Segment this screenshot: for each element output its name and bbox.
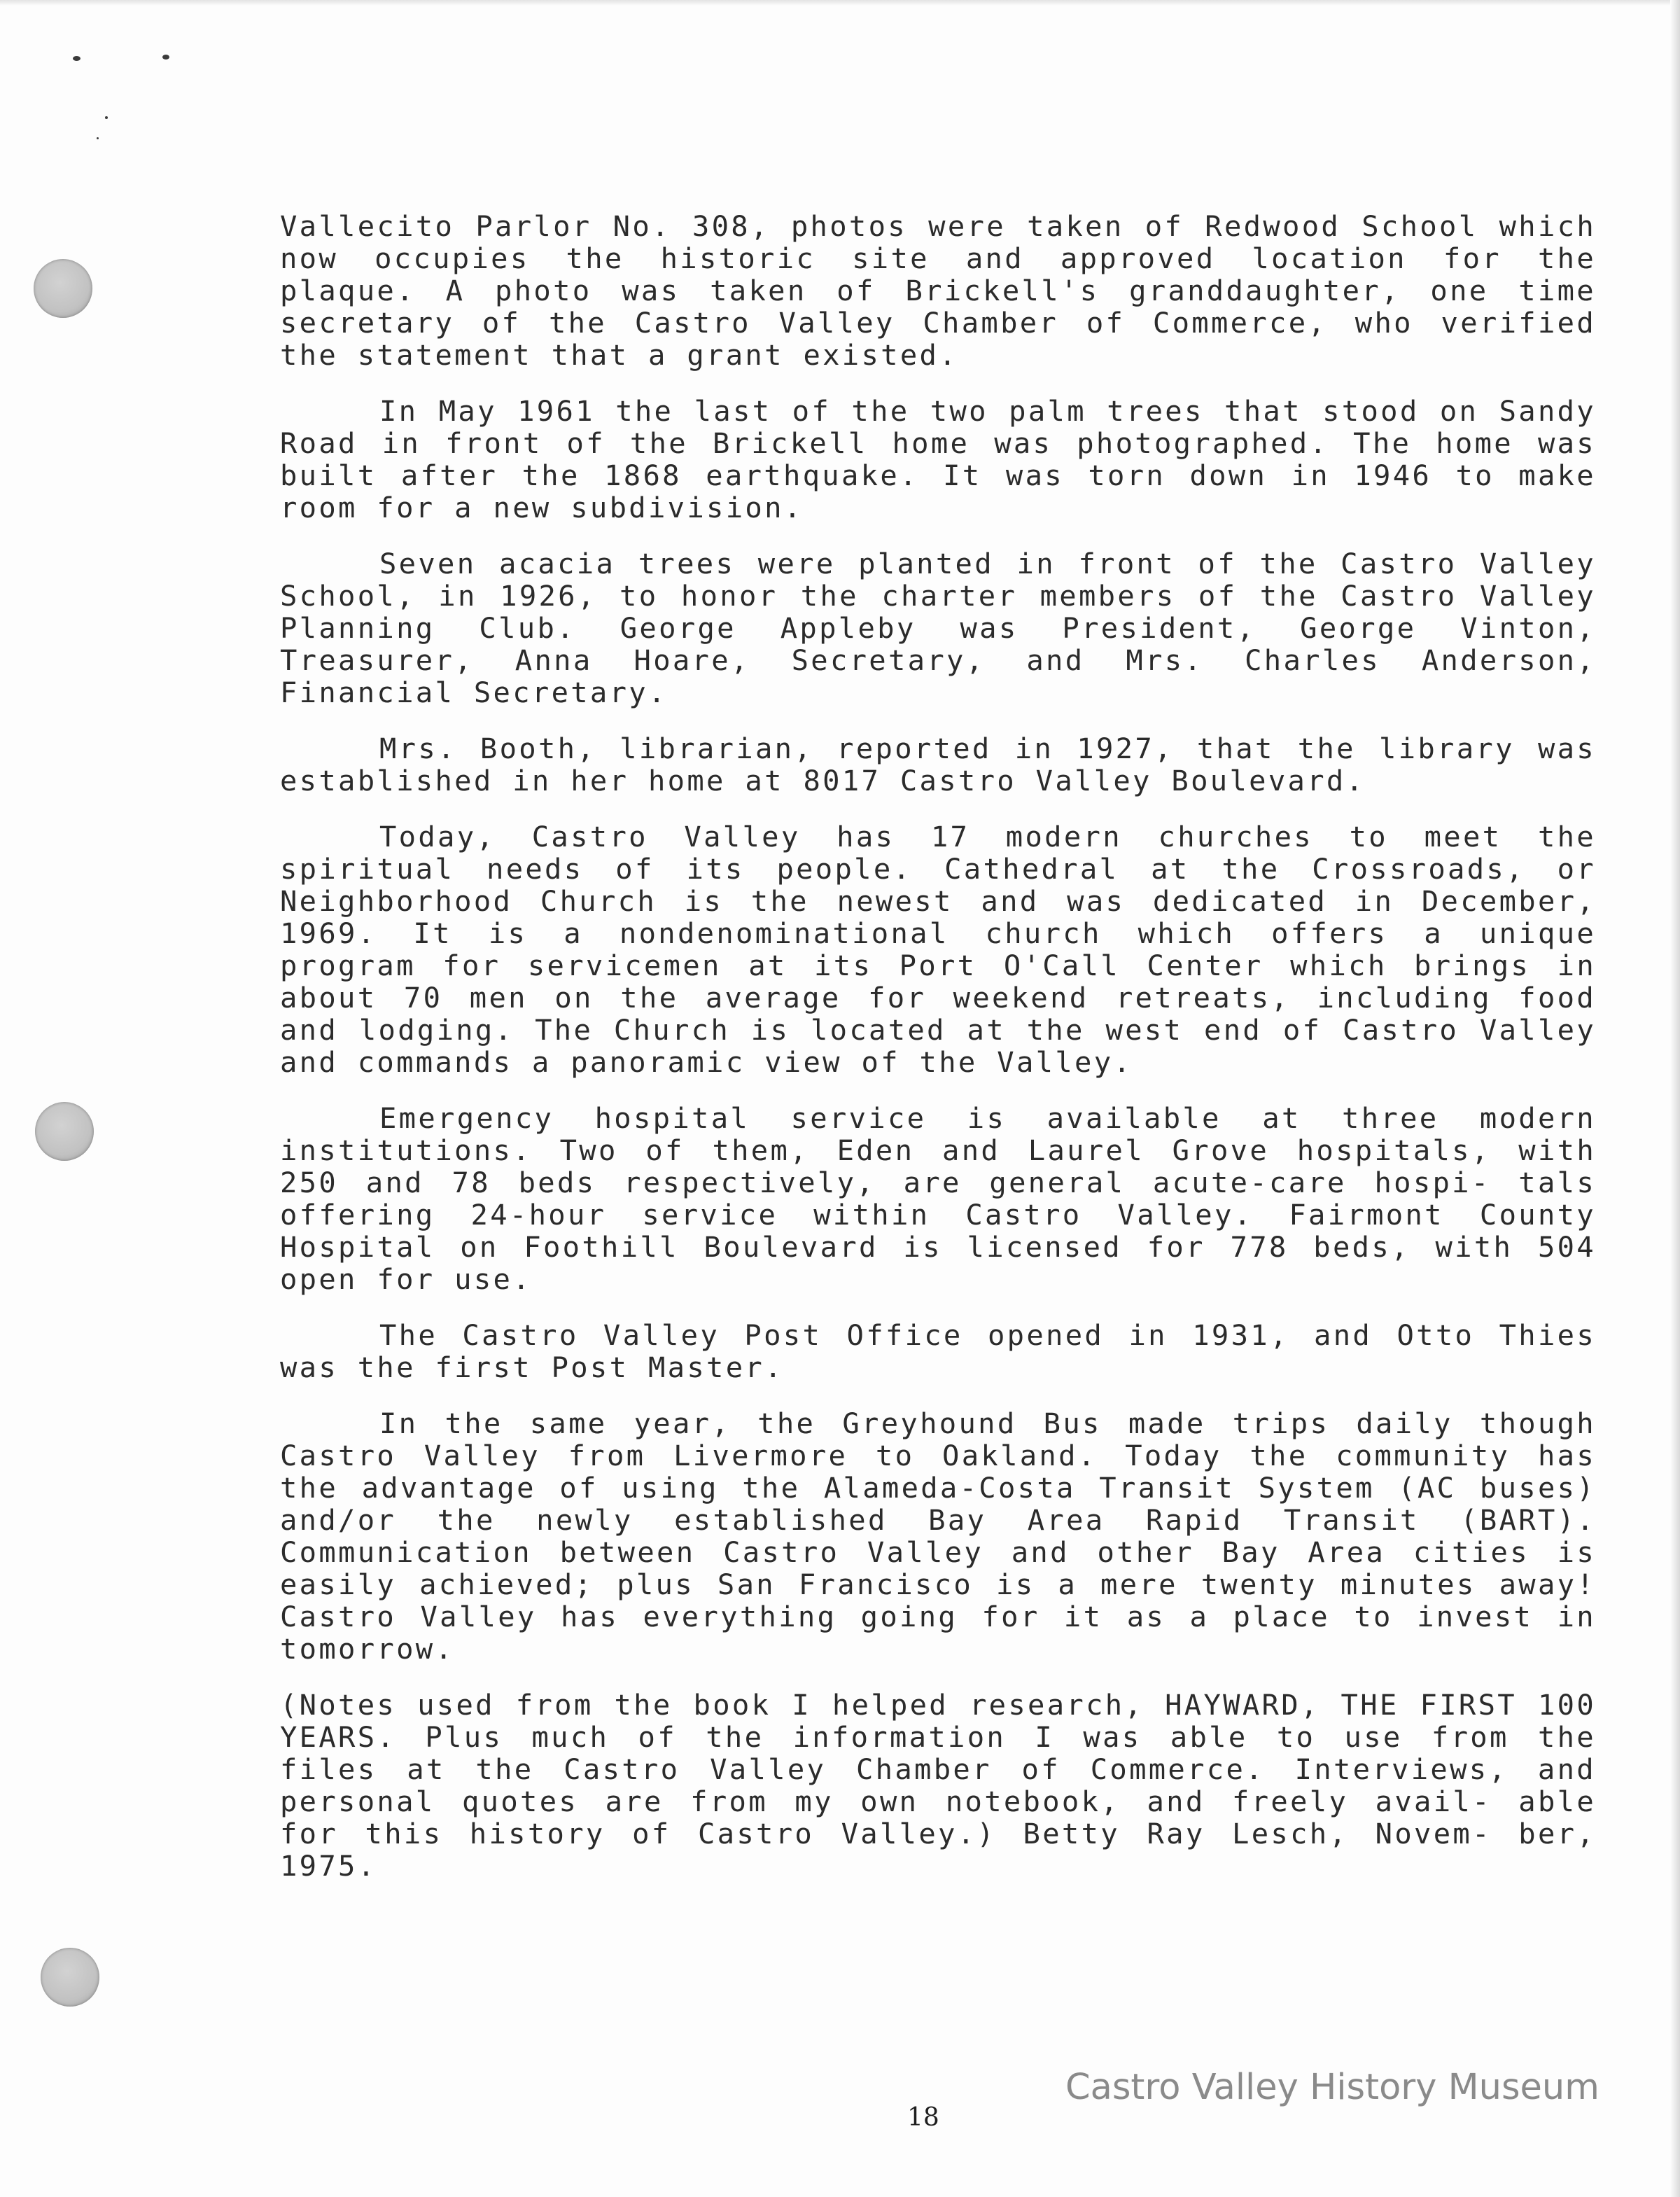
scan-speck xyxy=(162,55,169,60)
scan-top-shadow xyxy=(0,0,1680,6)
scan-edge-shadow xyxy=(1670,0,1680,2197)
museum-watermark: Castro Valley History Museum xyxy=(1065,2067,1600,2108)
punch-hole-middle xyxy=(35,1102,94,1161)
body-text xyxy=(280,210,1596,1906)
punch-hole-bottom xyxy=(41,1948,99,2007)
punch-hole-top xyxy=(34,259,92,318)
scan-speck xyxy=(73,56,80,61)
paragraph-hospitals: Emergency hospital service is available at three modern institutions. Two of them, Eden and Laurel Grove hospitals, with 250 and 78 beds respectively, are general acute-care hospi- tals offering 24-hour service within Castro Valley. Fairmont County Hospital on Foothill Boulevard is licensed for 778 beds, with 504 open for use. xyxy=(280,1101,1596,1296)
scan-speck xyxy=(97,137,99,139)
paragraph-palm-trees: In May 1961 the last of the two palm trees that stood on Sandy Road in front of the Brickell home was photographed. The home was built after the 1868 earthquake. It was torn down in 1946 to make room for a new subdivision. xyxy=(280,394,1596,524)
paragraph-redwood-school: Vallecito Parlor No. 308, photos were taken of Redwood School which now occupies the historic site and approved location for the plaque. A photo was taken of Brickell's granddaughter, one time secretary of the Castro Valley Chamber of Commerce, who verified the statement that a grant existed. xyxy=(280,209,1596,372)
paragraph-acacia-trees: Seven acacia trees were planted in front of the Castro Valley School, in 1926, to honor the charter members of the Castro Valley Planning Club. George Appleby was President, George Vinton, Treasurer, Anna Hoare, Secretary, and Mrs. Charles Anderson, Financial Secretary. xyxy=(280,547,1596,709)
paragraph-library: Mrs. Booth, librarian, reported in 1927, that the library was established in her home at 8017 Castro Valley Boulevard. xyxy=(280,732,1596,797)
paragraph-notes: (Notes used from the book I helped research, HAYWARD, THE FIRST 100 YEARS. Plus much of the information I was able to use from the files at the Castro Valley Chamber of Commerce. Interviews, and personal quotes are from my own notebook, and freely avail- able for this history of Castro Valley.) Betty Ray Lesch, Novem- ber, 1975. xyxy=(280,1688,1596,1883)
paragraph-post-office: The Castro Valley Post Office opened in 1931, and Otto Thies was the first Post Master. xyxy=(280,1318,1596,1384)
paragraph-transit: In the same year, the Greyhound Bus made trips daily though Castro Valley from Livermore to Oakland. Today the community has the advantage of using the Alameda-Costa Transit System (AC buses) and/or the newly established Bay Area Rapid Transit (BART). Communication between Castro Valley and other Bay Area cities is easily achieved; plus San Francisco is a mere twenty minutes away! Castro Valley has everything going for it as a place to invest in tomorrow. xyxy=(280,1407,1596,1666)
scan-speck xyxy=(105,116,108,119)
page-number: 18 xyxy=(907,2103,939,2132)
paragraph-churches: Today, Castro Valley has 17 modern churches to meet the spiritual needs of its people. Cathedral at the Crossroads, or Neighborhood Church is the newest and was dedicated in December, 1969. It is a nondenominational church which offers a unique program for servicemen at its Port O'Call Center which brings in about 70 men on the average for weekend retreats, including food and lodging. The Church is located at the west end of Castro Valley and commands a panoramic view of the Valley. xyxy=(280,820,1596,1079)
